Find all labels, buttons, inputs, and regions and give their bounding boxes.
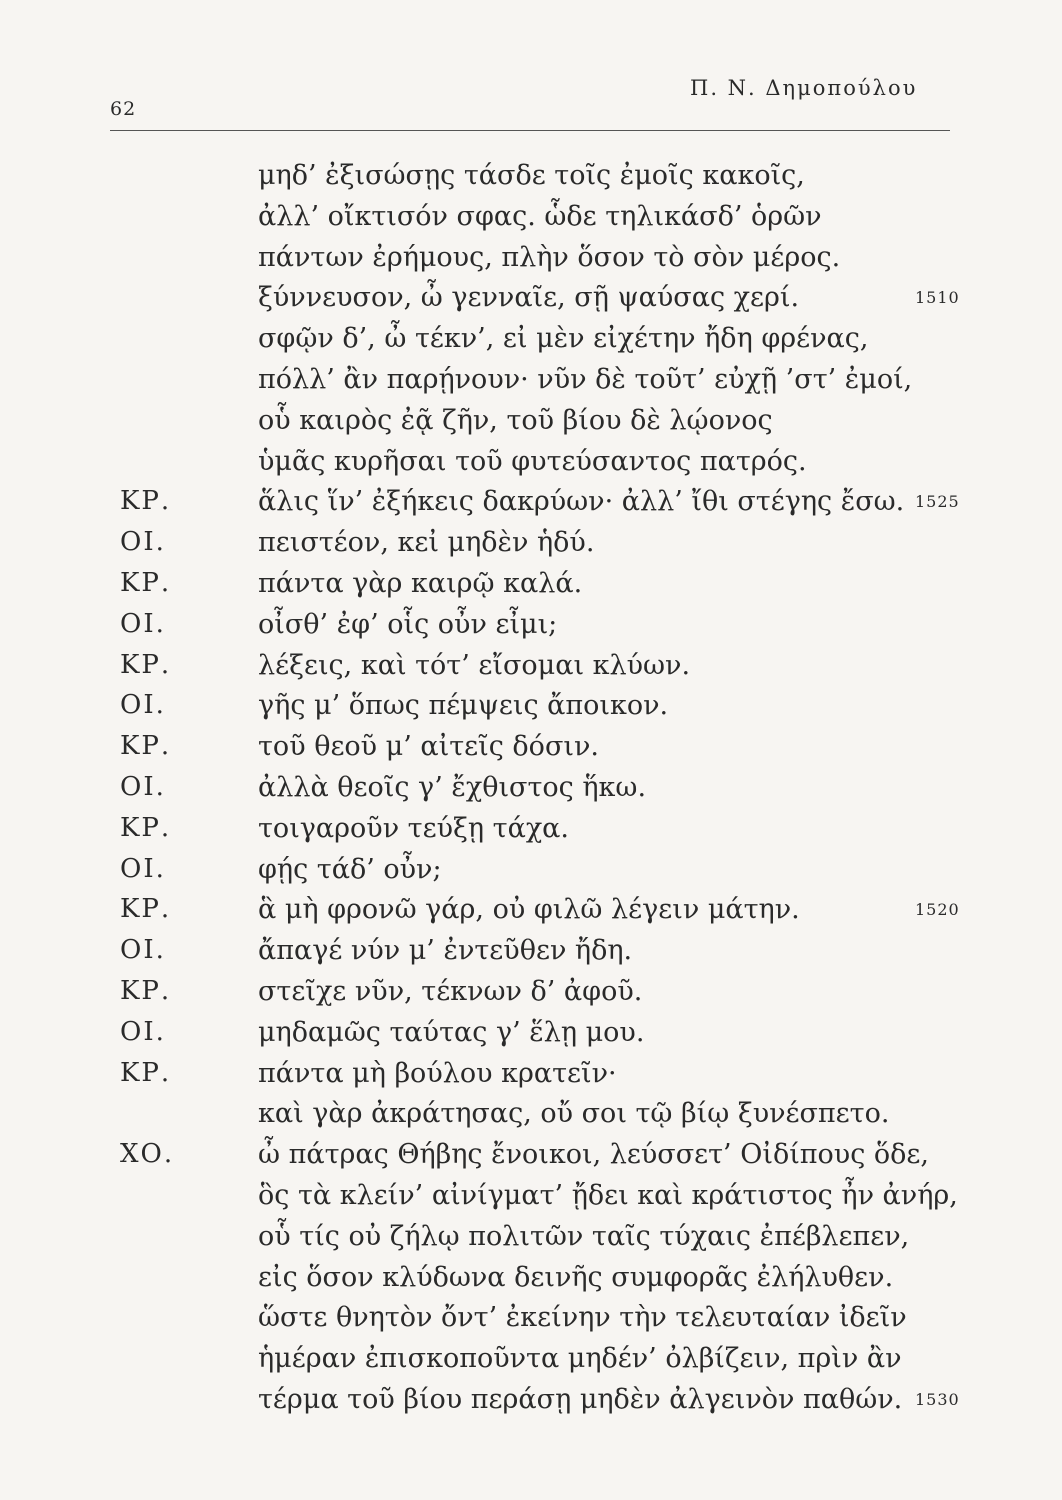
verse-text: λέξεις, καὶ τότ’ εἴσομαι κλύων.: [258, 650, 691, 681]
verse-text: οἶσθ’ ἐφ’ οἷς οὖν εἶμι;: [258, 609, 558, 640]
verse-line: [0, 527, 1062, 567]
verse-line: [0, 1302, 1062, 1342]
verse-text: ὦ πάτρας Θήβης ἔνοικοι, λεύσσετ’ Οἰδίπους ὅδε,: [258, 1139, 929, 1170]
verse-line: [0, 609, 1062, 649]
verse-line: [0, 323, 1062, 363]
verse-line: [0, 1221, 1062, 1261]
verse-text: πάντα μὴ βούλου κρατεῖν·: [258, 1058, 617, 1089]
speaker-label: ΚΡ.: [120, 1058, 172, 1088]
verse-line: [0, 1262, 1062, 1302]
speaker-label: ΚΡ.: [120, 568, 172, 598]
verse-line: [0, 242, 1062, 282]
verse-text: μηδαμῶς ταύτας γ’ ἕλῃ μου.: [258, 1017, 645, 1048]
verse-text-block: [0, 160, 1062, 1450]
verse-text: τοιγαροῦν τεύξῃ τάχα.: [258, 813, 570, 844]
verse-text: ὃς τὰ κλείν’ αἰνίγματ’ ᾔδει καὶ κράτιστος ἦν ἀνήρ,: [258, 1180, 958, 1211]
verse-line: [0, 935, 1062, 975]
verse-text: πάντων ἐρήμους, πλὴν ὅσον τὸ σὸν μέρος.: [258, 242, 841, 273]
verse-line: [0, 1058, 1062, 1098]
verse-line: [0, 1017, 1062, 1057]
verse-text: μηδ’ ἐξισώσῃς τάσδε τοῖς ἐμοῖς κακοῖς,: [258, 160, 805, 191]
line-number: 1520: [915, 900, 960, 919]
verse-line: [0, 772, 1062, 812]
verse-line: [0, 731, 1062, 771]
verse-text: καὶ γὰρ ἀκράτησας, οὔ σοι τῷ βίῳ ξυνέσπετο.: [258, 1098, 890, 1129]
speaker-label: ΚΡ.: [120, 894, 172, 924]
speaker-label: ΟΙ.: [120, 935, 166, 965]
header-rule: [110, 130, 950, 131]
verse-line: [0, 1098, 1062, 1138]
verse-line: [0, 1343, 1062, 1383]
verse-line: [0, 568, 1062, 608]
verse-text: γῆς μ’ ὅπως πέμψεις ἄποικον.: [258, 690, 669, 721]
speaker-label: ΚΡ.: [120, 813, 172, 843]
speaker-label: ΟΙ.: [120, 690, 166, 720]
speaker-label: ΟΙ.: [120, 854, 166, 884]
verse-text: ἅλις ἵν’ ἐξήκεις δακρύων· ἀλλ’ ἴθι στέγης ἔσω.: [258, 486, 905, 517]
verse-text: ξύννευσον, ὦ γενναῖε, σῇ ψαύσας χερί.: [258, 282, 800, 313]
speaker-label: ΚΡ.: [120, 650, 172, 680]
verse-text: φῄς τάδ’ οὖν;: [258, 854, 442, 885]
page-number: 62: [110, 98, 137, 120]
verse-line: [0, 405, 1062, 445]
verse-text: ἄπαγέ νύν μ’ ἐντεῦθεν ἤδη.: [258, 935, 633, 966]
line-number: 1510: [915, 288, 960, 307]
verse-line: [0, 201, 1062, 241]
verse-text: οὗ καιρὸς ἐᾷ ζῆν, τοῦ βίου δὲ λῴονος: [258, 405, 773, 436]
verse-line: [0, 650, 1062, 690]
verse-text: πειστέον, κεἰ μηδὲν ἡδύ.: [258, 527, 595, 558]
verse-text: σφῷν δ’, ὦ τέκν’, εἰ μὲν εἰχέτην ἤδη φρένας,: [258, 323, 869, 354]
verse-line: [0, 486, 1062, 526]
verse-text: εἰς ὅσον κλύδωνα δεινῆς συμφορᾶς ἐλήλυθεν.: [258, 1262, 894, 1293]
verse-line: [0, 1139, 1062, 1179]
verse-line: [0, 160, 1062, 200]
verse-line: [0, 282, 1062, 322]
verse-line: [0, 894, 1062, 934]
verse-text: ὥστε θνητὸν ὄντ’ ἐκείνην τὴν τελευταίαν ἰδεῖν: [258, 1302, 907, 1333]
verse-text: ἡμέραν ἐπισκοποῦντα μηδέν’ ὀλβίζειν, πρὶν ἂν: [258, 1343, 902, 1374]
verse-text: στεῖχε νῦν, τέκνων δ’ ἀφοῦ.: [258, 976, 643, 1007]
line-number: 1530: [915, 1390, 960, 1409]
speaker-label: ΟΙ.: [120, 609, 166, 639]
speaker-label: ΚΡ.: [120, 486, 172, 516]
verse-text: τέρμα τοῦ βίου περάσῃ μηδὲν ἀλγεινὸν παθών.: [258, 1384, 903, 1415]
speaker-label: ΟΙ.: [120, 527, 166, 557]
speaker-label: ΚΡ.: [120, 731, 172, 761]
speaker-label: ΟΙ.: [120, 772, 166, 802]
verse-text: πάντα γὰρ καιρῷ καλά.: [258, 568, 583, 599]
verse-text: πόλλ’ ἂν παρῄνουν· νῦν δὲ τοῦτ’ εὐχῇ ’στ’ ἐμοί,: [258, 364, 913, 395]
verse-line: [0, 690, 1062, 730]
verse-text: ἀλλὰ θεοῖς γ’ ἔχθιστος ἥκω.: [258, 772, 647, 803]
verse-text: ἃ μὴ φρονῶ γάρ, οὐ φιλῶ λέγειν μάτην.: [258, 894, 800, 925]
speaker-label: ΧΟ.: [120, 1139, 175, 1169]
running-head: Π. Ν. Δημοπούλου: [690, 76, 918, 100]
verse-line: [0, 813, 1062, 853]
verse-line: [0, 364, 1062, 404]
speaker-label: ΟΙ.: [120, 1017, 166, 1047]
verse-line: [0, 446, 1062, 486]
verse-text: ἀλλ’ οἴκτισόν σφας. ὧδε τηλικάσδ’ ὁρῶν: [258, 201, 822, 232]
verse-line: [0, 854, 1062, 894]
line-number: 1525: [915, 492, 960, 511]
verse-text: τοῦ θεοῦ μ’ αἰτεῖς δόσιν.: [258, 731, 599, 762]
speaker-label: ΚΡ.: [120, 976, 172, 1006]
verse-line: [0, 976, 1062, 1016]
verse-text: οὗ τίς οὐ ζήλῳ πολιτῶν ταῖς τύχαις ἐπέβλεπεν,: [258, 1221, 910, 1252]
verse-text: ὑμᾶς κυρῆσαι τοῦ φυτεύσαντος πατρός.: [258, 446, 807, 477]
page-header: [0, 0, 1062, 140]
verse-line: [0, 1384, 1062, 1424]
verse-line: [0, 1180, 1062, 1220]
